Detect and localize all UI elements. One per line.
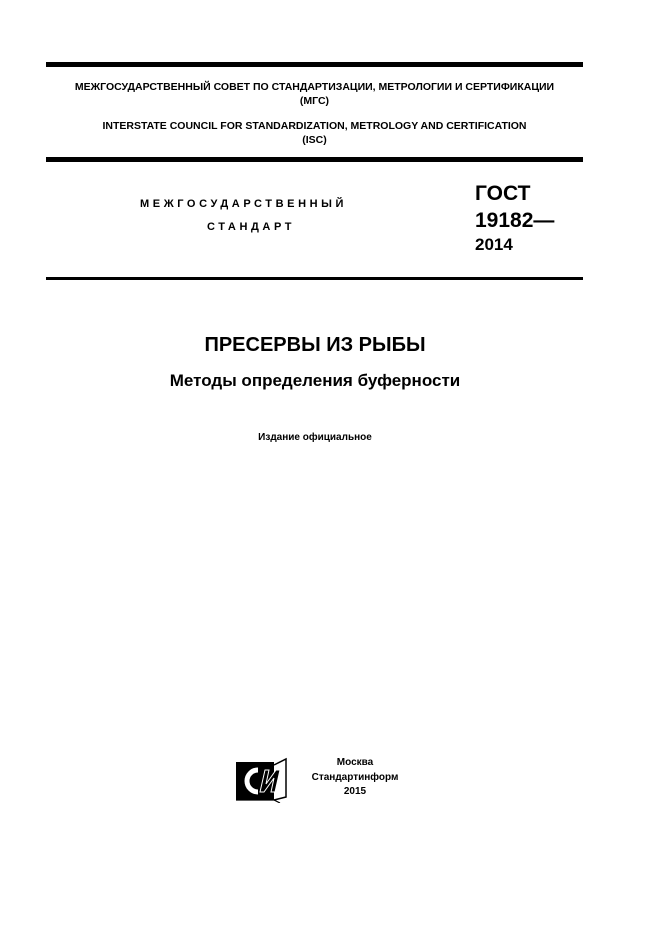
standard-label-line2: СТАНДАРТ [207, 221, 296, 233]
document-title: ПРЕСЕРВЫ ИЗ РЫБЫ [204, 334, 426, 356]
lower-rule [46, 277, 583, 280]
gost-number: 19182— [475, 209, 555, 232]
standartinform-logo-icon [234, 757, 288, 803]
council-ru-name: МЕЖГОСУДАРСТВЕННЫЙ СОВЕТ ПО СТАНДАРТИЗАЦИИ, МЕТРОЛОГИИ И СЕРТИФИКАЦИИ [74, 81, 555, 93]
top-rule [46, 62, 583, 67]
publisher-name: Стандартинформ [311, 771, 399, 783]
council-en-abbr: (ISC) [302, 134, 327, 146]
council-ru-abbr: (МГС) [299, 95, 330, 107]
council-en-name: INTERSTATE COUNCIL FOR STANDARDIZATION, METROLOGY AND CERTIFICATION [102, 120, 527, 132]
document-subtitle: Методы определения буферности [169, 371, 461, 390]
council-en [46, 119, 583, 147]
publisher-block [300, 756, 410, 800]
publisher-year: 2015 [343, 786, 367, 797]
middle-rule [46, 157, 583, 162]
publisher-city: Москва [336, 757, 374, 768]
gost-designation [475, 180, 554, 256]
gost-year: 2014 [475, 235, 513, 254]
edition-note: Издание официальное [258, 432, 372, 443]
council-ru [46, 80, 583, 108]
standard-label-line1: МЕЖГОСУДАРСТВЕННЫЙ [140, 198, 348, 210]
gost-prefix: ГОСТ [475, 182, 531, 205]
